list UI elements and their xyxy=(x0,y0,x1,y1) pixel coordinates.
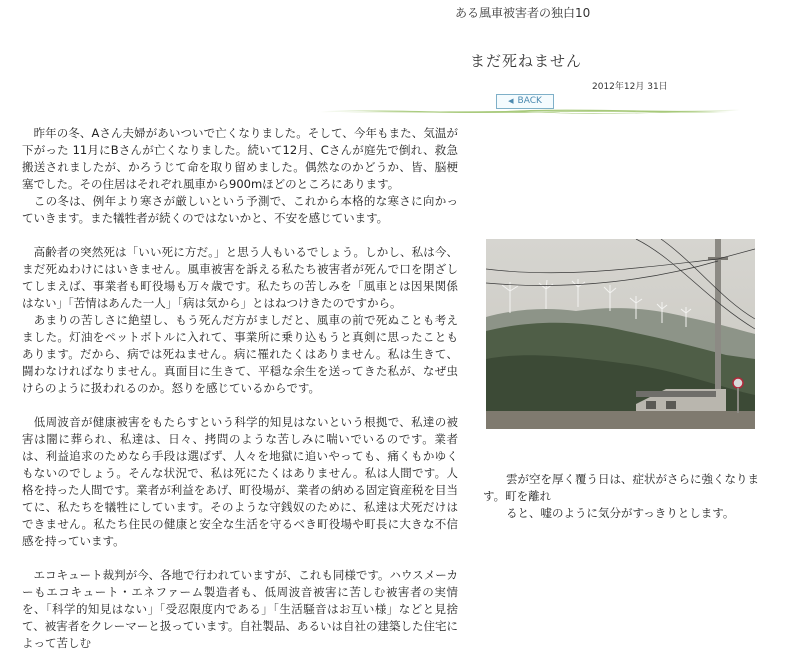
photo-caption: 雲が空を厚く覆う日は、症状がさらに強くなります。町を離れ ると、嘘のように気分がすっきりとします。 xyxy=(483,472,759,520)
series-title: ある風車被害者の独白10 xyxy=(455,6,591,20)
photo-illustration xyxy=(486,239,755,429)
article-paragraph: 昨年の冬、Aさん夫婦があいついで亡くなりました。そして、今年もまた、気温が下がった 11月にBさんが亡くなりました。続いて12月、Cさんが庭先で倒れ、救急搬送されましたが、かろうじて命を取り留めました。偶然なのかどうか、皆、脳梗塞でした。その住居はそれぞれ風車から900mほどのところにあります。 この冬は、例年より寒さが厳しいという予測で、これから本格的な寒さに向かっていきます。また犠牲者が続くのではないかと、不安を感じています。 xyxy=(22,126,458,225)
article-paragraph: 低周波音が健康被害をもたらすという科学的知見はないという根拠で、私達の被害は闇に葬られ、私達は、日々、拷問のような苦しみに喘いでいるのです。業者は、利益追求のためなら手段は選ばず、人々を地獄に追いやっても、痛くもかゆくもないのでしょう。そんな状況で、私は死にたくはありません。私は人間です。人格を持った人間です。業者が利益をあげ、町役場が、業者の納める固定資産税を目当てに、私たちを犠牲にしています。そのような守銭奴のために、私達は犬死だけはできません。私たち住民の健康と安全な生活を守るべき町役場や町長に大きな不信感を持っています。 xyxy=(22,415,458,548)
page-title: まだ死ねません xyxy=(470,52,583,70)
article-body xyxy=(22,125,458,669)
back-arrow-icon: ◀ xyxy=(508,97,514,105)
back-button-label: BACK xyxy=(517,96,542,106)
article-paragraph: エコキュート裁判が今、各地で行われていますが、これも同様です。ハウスメーカーもエコキュート・エネファーム製造者も、低周波音被害に苦しむ被害者の実情を、「科学的知見はない」「受忍限度内である」「生活騒音はお互い様」などと見捨て、被害者をクレーマーと扱っています。自社製品、あるいは自社の建築した住宅によって苦しむ xyxy=(22,568,458,650)
post-date: 2012年12月 31日 xyxy=(592,82,668,92)
wind-turbine-photo xyxy=(486,239,755,429)
article-paragraph: 高齢者の突然死は「いい死に方だ。」と思う人もいるでしょう。しかし、私は今、まだ死ぬわけにはいきません。風車被害を訴える私たち被害者が死んで口を閉ざしてしまえば、事業者も町役場も万々歳です。私たちの苦しみを「風車とは因果関係はない」「苦情はあんた一人」「病は気から」とはねつけきたのですから。 あまりの苦しさに絶望し、もう死んだ方がましだと、風車の前で死ぬことも考えました。灯油をペットボトルに入れて、事業所に乗り込もうと真剣に思ったこともあります。だから、病では死ねません。病に罹れたくはありません。私は生きて、闘わなければなりません。真面目に生きて、平穏な余生を送ってきた私が、なぜ虫けらのように扱われるのか。怒りを感じているからです。 xyxy=(22,245,458,395)
grass-divider xyxy=(320,106,740,116)
